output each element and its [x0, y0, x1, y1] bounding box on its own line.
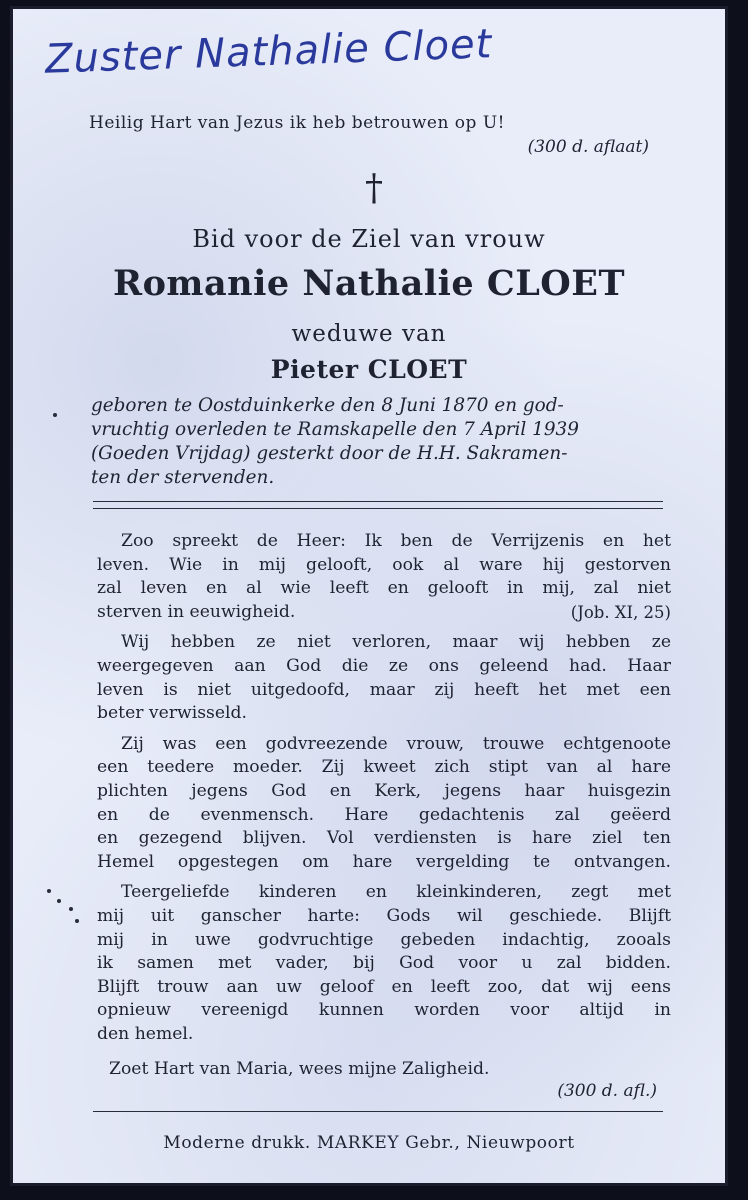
biography [91, 394, 671, 490]
cross-icon: † [365, 168, 383, 209]
paragraph-not-lost [97, 631, 671, 725]
ink-speck [69, 907, 73, 911]
biography-line: geboren te Oostduinkerke den 8 Juni 1870 en god- [91, 395, 564, 416]
closing-indulgence: (300 d. afl.) [557, 1081, 657, 1101]
text-line: opnieuw vereenigd kunnen worden voor altijd in [97, 1000, 671, 1021]
text-line: den hemel. [97, 1023, 194, 1044]
divider-line [93, 501, 663, 502]
text-line: Wij hebben ze niet verloren, maar wij hebben ze [121, 632, 671, 653]
text-line: mij in uwe godvruchtige gebeden indachtig, zooals [97, 929, 671, 950]
text-line: leven. Wie in mij gelooft, ook al ware hij gestorven [97, 554, 671, 575]
paragraph-children [97, 881, 671, 1046]
text-line: een teedere moeder. Zij kweet zich stipt van al hare [97, 757, 671, 778]
sacred-heart-prayer: Heilig Hart van Jezus ik heb betrouwen op U! [89, 113, 505, 133]
text-line: Teergeliefde kinderen en kleinkinderen, zegt met [121, 882, 671, 903]
text-line: leven is niet uitgedoofd, maar zij heeft het met een [97, 679, 671, 700]
text-line: ik samen met vader, bij God voor u zal bidden. [97, 953, 671, 974]
text-line: weergegeven aan God die ze ons geleend had. Haar [97, 655, 671, 676]
text-line: Hemel opgestegen om hare vergelding te ontvangen. [97, 851, 671, 872]
text-line: Zoo spreekt de Heer: Ik ben de Verrijzenis en het [121, 531, 671, 551]
husband-name: Pieter CLOET [270, 355, 468, 384]
deceased-name: Romanie Nathalie CLOET [112, 263, 626, 304]
paragraph-virtues [97, 733, 671, 875]
text-line: sterven in eeuwigheid. [97, 601, 296, 622]
ink-speck [75, 919, 79, 923]
biography-line: (Goeden Vrijdag) gesterkt door de H.H. Sakramen- [91, 443, 568, 464]
text-line: en gezegend blijven. Vol verdiensten is hare ziel ten [97, 828, 671, 849]
text-line: plichten jegens God en Kerk, jegens haar huisgezin [97, 780, 671, 801]
text-line: mij uit ganscher harte: Gods wil geschiede. Blijft [97, 905, 671, 926]
text-line: Zij was een godvreezende vrouw, trouwe echtgenoote [121, 733, 671, 754]
divider-line [93, 508, 663, 509]
memorial-text [97, 530, 671, 1053]
widow-of-label: weduwe van [291, 321, 447, 347]
text-line: en de evenmensch. Hare gedachtenis zal geëerd [97, 804, 671, 825]
text-line: Blijft trouw aan uw geloof en leeft zoo, dat wij eens [97, 976, 671, 997]
memorial-card [10, 6, 728, 1186]
divider-line [93, 1111, 663, 1112]
pray-for-soul-heading: Bid voor de Ziel van vrouw [192, 225, 546, 253]
biography-line: ten der stervenden. [91, 467, 275, 488]
prayer-indulgence: (300 d. aflaat) [527, 137, 649, 157]
handwritten-note: Zuster Nathalie Cloet [44, 21, 494, 83]
scripture-reference: (Job. XI, 25) [570, 602, 671, 622]
text-line-with-reference [97, 601, 671, 625]
biography-line: vruchtig overleden te Ramskapelle den 7 April 1939 [91, 419, 579, 440]
closing-prayer: Zoet Hart van Maria, wees mijne Zaligheid. [109, 1059, 490, 1079]
ink-speck [57, 899, 61, 903]
ink-speck [47, 889, 51, 893]
text-line: beter verwisseld. [97, 703, 248, 724]
paragraph-scripture [97, 530, 671, 624]
printer-credit: Moderne drukk. MARKEY Gebr., Nieuwpoort [163, 1133, 575, 1153]
text-line: zal leven en al wie leeft en gelooft in mij, zal niet [97, 578, 671, 599]
ink-speck [53, 413, 57, 417]
